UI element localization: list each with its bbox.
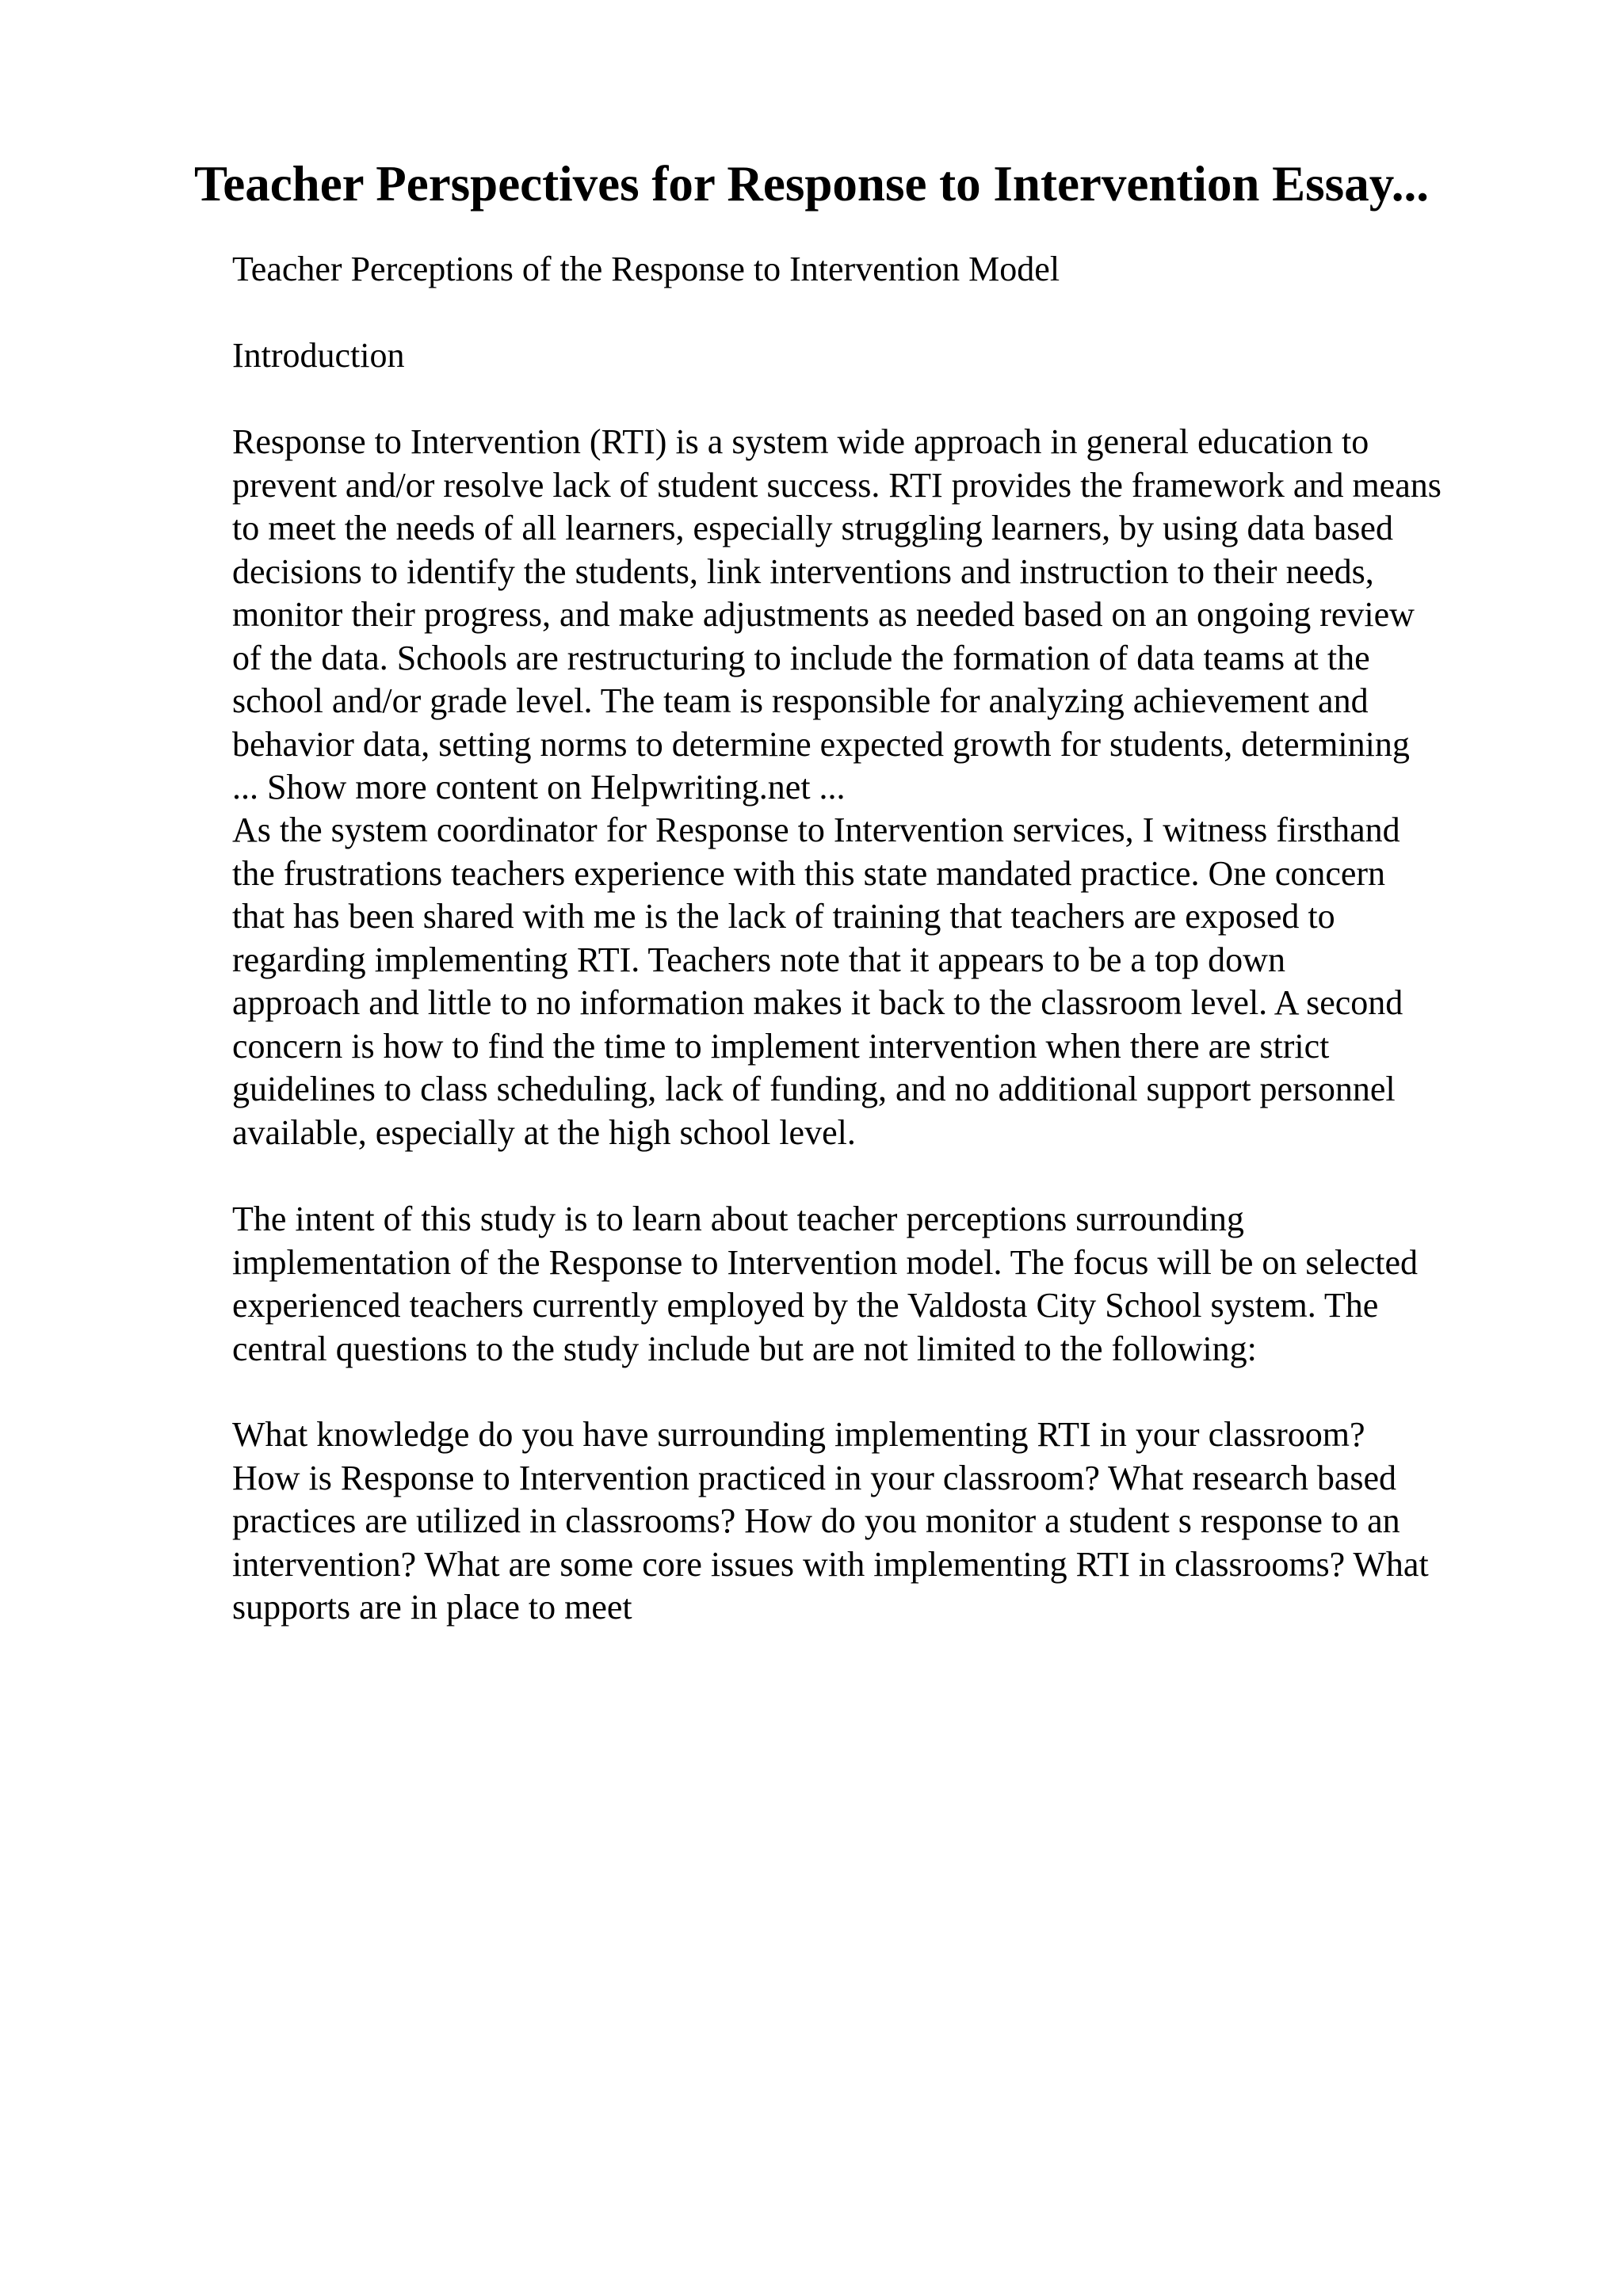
paragraph-line: prevent and/or resolve lack of student success. RTI provides the framework and means xyxy=(232,465,1442,505)
show-more-link[interactable]: ... Show more content on Helpwriting.net ... xyxy=(232,768,846,807)
paragraph-line: the frustrations teachers experience with this state mandated practice. One concern xyxy=(232,853,1386,893)
paragraph-line: central questions to the study include but are not limited to the following: xyxy=(232,1329,1257,1368)
paragraph-line: As the system coordinator for Response to Intervention services, I witness firsthand xyxy=(232,810,1400,849)
paragraph-line: How is Response to Intervention practiced in your classroom? What research based xyxy=(232,1458,1397,1497)
paragraph-line: experienced teachers currently employed by the Valdosta City School system. The xyxy=(232,1286,1379,1325)
paragraph-line: concern is how to find the time to implement intervention when there are strict xyxy=(232,1026,1330,1066)
paragraph-line: supports are in place to meet xyxy=(232,1588,632,1627)
section-heading-line: Introduction xyxy=(232,336,405,375)
paragraph-line: school and/or grade level. The team is responsible for analyzing achievement and xyxy=(232,681,1369,720)
paragraph-3 xyxy=(232,1198,1540,1371)
paragraph-line: monitor their progress, and make adjustments as needed based on an ongoing review xyxy=(232,595,1415,634)
paragraph-line: approach and little to no information makes it back to the classroom level. A second xyxy=(232,983,1403,1022)
paragraph-line: that has been shared with me is the lack of training that teachers are exposed to xyxy=(232,897,1335,936)
paragraph-line: intervention? What are some core issues with implementing RTI in classrooms? What xyxy=(232,1544,1429,1584)
document-title: Teacher Perspectives for Response to Intervention Essay... xyxy=(194,156,1429,212)
paragraph-1 xyxy=(232,421,1540,810)
section-heading xyxy=(232,334,1540,378)
subtitle-line: Teacher Perceptions of the Response to Intervention Model xyxy=(232,250,1060,288)
paragraph-line: behavior data, setting norms to determine expected growth for students, determining xyxy=(232,724,1410,764)
paragraph-line: decisions to identify the students, link interventions and instruction to their needs, xyxy=(232,551,1374,591)
paragraph-line: The intent of this study is to learn about teacher perceptions surrounding xyxy=(232,1199,1244,1238)
paragraph-line: of the data. Schools are restructuring to include the formation of data teams at the xyxy=(232,638,1370,677)
paragraph-line: guidelines to class scheduling, lack of funding, and no additional support personnel xyxy=(232,1070,1396,1108)
paragraph-line: regarding implementing RTI. Teachers note that it appears to be a top down xyxy=(232,940,1285,979)
paragraph-line: Response to Intervention (RTI) is a system wide approach in general education to xyxy=(232,422,1369,461)
paragraph-line: available, especially at the high school level. xyxy=(232,1112,856,1152)
paragraph-line: practices are utilized in classrooms? How do you monitor a student s response to an xyxy=(232,1501,1400,1540)
paragraph-line: to meet the needs of all learners, especially struggling learners, by using data based xyxy=(232,509,1393,547)
paragraph-4 xyxy=(232,1413,1540,1630)
paragraph-line: implementation of the Response to Intervention model. The focus will be on selected xyxy=(232,1242,1419,1282)
paragraph-line: What knowledge do you have surrounding implementing RTI in your classroom? xyxy=(232,1415,1365,1454)
document-subtitle xyxy=(232,248,1540,292)
paragraph-2 xyxy=(232,809,1540,1154)
